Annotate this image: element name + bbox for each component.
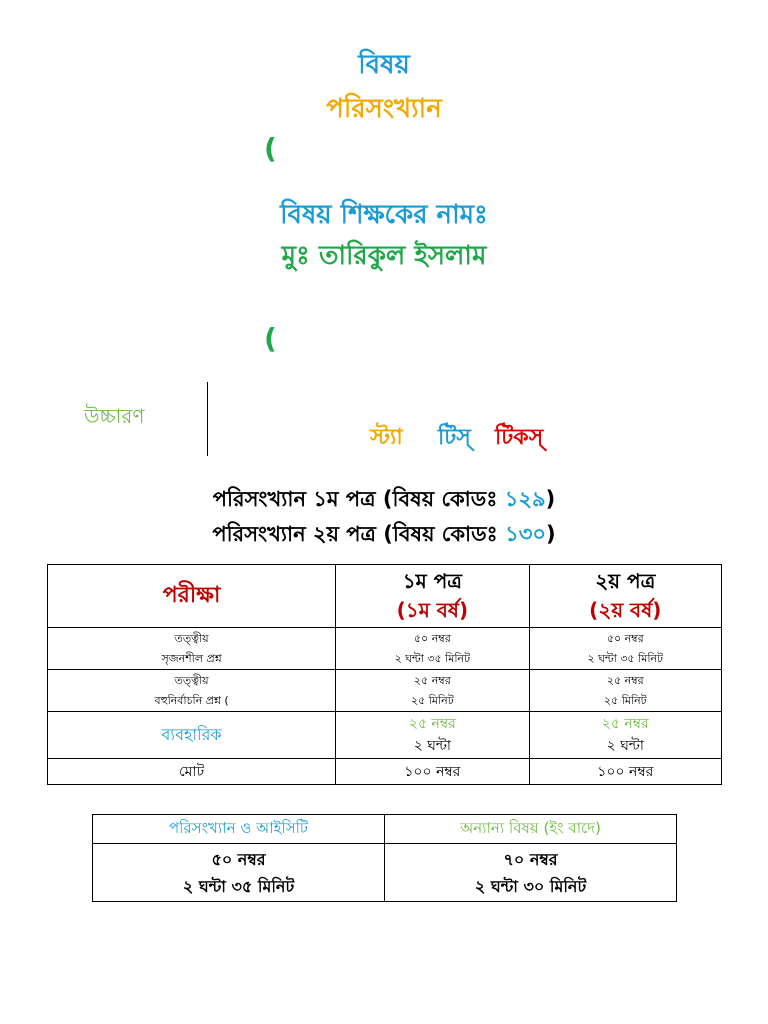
row1-p1-cell [336, 628, 529, 670]
paper1-code: ১২৯ [504, 487, 546, 511]
row2-label-1: তত্ত্বীয় [174, 673, 209, 687]
row2-p2-time: ২৫ মিনিট [603, 693, 647, 707]
row3-p2-marks: ২৫ নম্বর [601, 716, 649, 732]
paper2-line [0, 518, 768, 553]
paper1-line [0, 483, 768, 518]
syllable-1: স্ট্যা [370, 425, 403, 450]
total-label-cell [48, 759, 336, 785]
header-paper2-year: (২য় বর্ষ) [589, 598, 662, 622]
row1-label-cell [48, 628, 336, 670]
row2-p1-marks: ২৫ নম্বর [413, 673, 451, 687]
header-paper2-cell [529, 565, 721, 628]
exam-table [47, 564, 722, 785]
paper2-text: পরিসংখ্যান ২য় পত্র (বিষয় কোডঃ [212, 522, 506, 546]
paper2-code: ১৩০ [505, 522, 547, 546]
compare-col1-time: ২ ঘন্টা ৩৫ মিনিট [182, 876, 295, 896]
row1-p2-time: ২ ঘন্টা ৩৫ মিনিট [587, 651, 664, 665]
compare-col2-header: অন্যান্য বিষয় (ইং বাদে) [385, 815, 677, 844]
table-row [48, 628, 722, 670]
table-header-row [48, 565, 722, 628]
divider-line [207, 382, 208, 456]
total-p1-marks: ১০০ নম্বর [404, 763, 461, 780]
row1-label-1: তত্ত্বীয় [174, 631, 209, 645]
row3-p1-cell [336, 712, 529, 759]
paper2-suffix: ) [546, 522, 556, 546]
subject-name: পরিসংখ্যান [326, 94, 442, 124]
row1-p1-time: ২ ঘন্টা ৩৫ মিনিট [394, 651, 471, 665]
table-row [48, 670, 722, 712]
paper1-text: পরিসংখ্যান ১ম পত্র (বিষয় কোডঃ [212, 487, 505, 511]
header-paper1: ১ম পত্র [402, 569, 463, 593]
row1-p1-marks: ৫০ নম্বর [413, 631, 451, 645]
open-paren-2: ( [264, 322, 277, 355]
pronunciation-label: উচ্চারণ [84, 404, 145, 428]
compare-col2-cell [385, 844, 677, 902]
compare-col1-cell [93, 844, 385, 902]
row3-p2-cell [529, 712, 721, 759]
syllable-3: টিকস্ [495, 425, 544, 450]
row2-p2-marks: ২৫ নম্বর [606, 673, 644, 687]
header-exam: পরীক্ষা [162, 582, 221, 608]
compare-col2-time: ২ ঘন্টা ৩০ মিনিট [474, 876, 587, 896]
row2-p1-time: ২৫ মিনিট [410, 693, 454, 707]
row1-label-2: সৃজনশীল প্রশ্ন [161, 651, 222, 665]
syllable-2: টিস্ [438, 425, 471, 450]
row2-label-2: বহুনির্বাচনি প্রশ্ন ( [154, 693, 229, 707]
row1-p2-marks: ৫০ নম্বর [606, 631, 644, 645]
row3-label: ব্যবহারিক [161, 724, 222, 744]
compare-header-row [93, 815, 677, 844]
table-row [48, 712, 722, 759]
compare-col1-header: পরিসংখ্যান ও আইসিটি [93, 815, 385, 844]
total-label: মোট [179, 763, 205, 780]
teacher-name: মুঃ তারিকুল ইসলাম [281, 241, 487, 271]
subject-label: বিষয় [358, 50, 410, 80]
row3-p2-time: ২ ঘন্টা [606, 738, 644, 754]
row2-p2-cell [529, 670, 721, 712]
compare-col1-marks: ৫০ নম্বর [211, 849, 266, 869]
compare-col2-marks: ৭০ নম্বর [503, 849, 558, 869]
header-exam-cell [48, 565, 336, 628]
total-p2-cell [529, 759, 721, 785]
row1-p2-cell [529, 628, 721, 670]
row3-label-cell [48, 712, 336, 759]
header-paper2: ২য় পত্র [595, 569, 656, 593]
open-paren-1: ( [264, 132, 277, 165]
row3-p1-marks: ২৫ নম্বর [408, 716, 456, 732]
header-paper1-year: (১ম বর্ষ) [396, 598, 469, 622]
paper1-suffix: ) [545, 487, 556, 511]
teacher-label: বিষয় শিক্ষকের নামঃ [280, 200, 488, 230]
header-paper1-cell [336, 565, 529, 628]
compare-table [92, 814, 677, 902]
row2-p1-cell [336, 670, 529, 712]
table-row-total [48, 759, 722, 785]
row3-p1-time: ২ ঘন্টা [413, 738, 451, 754]
total-p2-marks: ১০০ নম্বর [597, 763, 654, 780]
row2-label-cell [48, 670, 336, 712]
compare-values-row [93, 844, 677, 902]
total-p1-cell [336, 759, 529, 785]
